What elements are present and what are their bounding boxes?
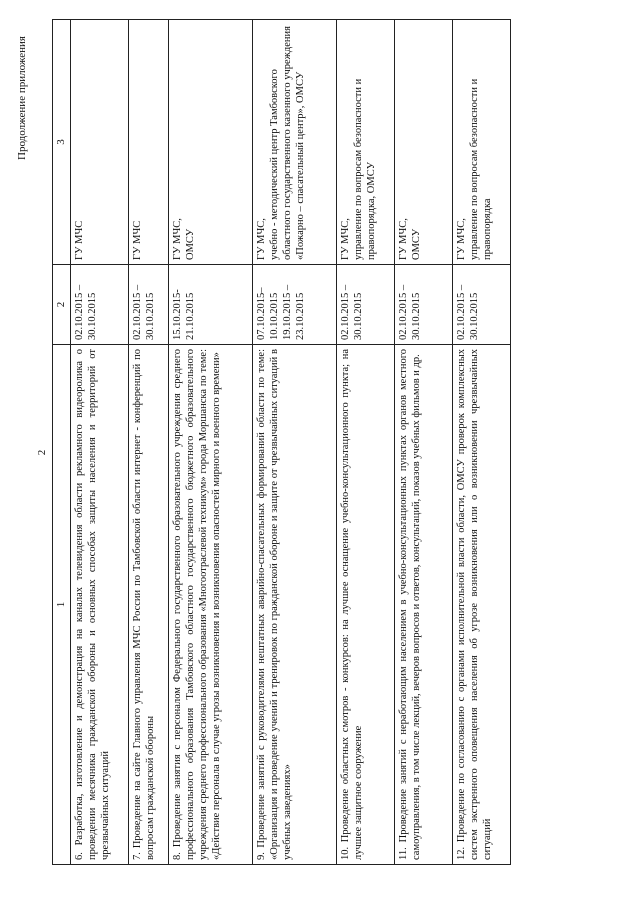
table-row bbox=[253, 20, 337, 865]
date-line: 30.10.2015 bbox=[145, 292, 156, 340]
responsible-cell bbox=[337, 20, 395, 265]
column-header-event: 1 bbox=[53, 345, 71, 865]
responsible-line: ОМСУ bbox=[411, 228, 422, 260]
date-line: 30.10.2015 bbox=[411, 292, 422, 340]
table-body bbox=[71, 20, 511, 865]
responsible-line: ГУ МЧС bbox=[132, 220, 143, 260]
date-line: 15.10.2015- bbox=[172, 289, 183, 340]
responsible-line: управление по вопросам безопасности и правопорядка, ОМСУ bbox=[353, 78, 377, 260]
dates-cell bbox=[129, 265, 169, 345]
date-line: 02.10.2015 – bbox=[456, 284, 467, 340]
event-description-cell: 10. Проведение областных смотров - конкурсов: на лучшее оснащение учебно-консультационного пункта; на лучшее защитное сооружение bbox=[337, 345, 395, 865]
date-line: 30.10.2015 bbox=[87, 292, 98, 340]
responsible-cell bbox=[129, 20, 169, 265]
responsible-line: ОМСУ bbox=[185, 228, 196, 260]
dates-cell bbox=[169, 265, 253, 345]
event-description-cell: 7. Проведение на сайте Главного управления МЧС России по Тамбовской области интернет - конференций по вопросам гражданской обороны bbox=[129, 345, 169, 865]
appendix-continuation-note: Продолжение приложения bbox=[16, 36, 28, 160]
responsible-cell bbox=[253, 20, 337, 265]
table-row bbox=[395, 20, 453, 865]
event-description-cell: 11. Проведение занятий с неработающим населением в учебно-консультационных пунктах органов местного самоуправления, в том числе лекций, вечеров вопросов и ответов, консультаций, показов учебных фильмов и др. bbox=[395, 345, 453, 865]
table-row bbox=[129, 20, 169, 865]
event-description-cell: 9. Проведение занятий с руководителями нештатных аварийно-спасательных формирований области по теме: «Организация и проведение учений и тренировок по гражданской обороне и защите от чрезвычайных ситуаций в учебных заведениях» bbox=[253, 345, 337, 865]
dates-cell bbox=[71, 265, 129, 345]
date-line: 02.10.2015 – bbox=[398, 284, 409, 340]
responsible-cell bbox=[453, 20, 511, 265]
date-line: 30.10.2015 bbox=[469, 292, 480, 340]
date-line: 07.10.2015– bbox=[256, 287, 267, 340]
column-header-responsible: 3 bbox=[53, 20, 71, 265]
dates-cell bbox=[253, 265, 337, 345]
responsible-line: ГУ МЧС, bbox=[172, 218, 183, 260]
date-line: 30.10.2015 bbox=[353, 292, 364, 340]
responsible-line: ГУ МЧС bbox=[74, 220, 85, 260]
responsible-cell bbox=[71, 20, 129, 265]
dates-cell bbox=[395, 265, 453, 345]
responsible-line: ГУ МЧС, bbox=[340, 218, 351, 260]
date-line: 10.10.2015 bbox=[269, 292, 280, 340]
responsible-cell bbox=[395, 20, 453, 265]
table-header-row bbox=[53, 20, 71, 865]
event-description-cell: 12. Проведение по согласованию с органами исполнительной власти области, ОМСУ проверок комплексных систем экстренного оповещения населения об угрозе возникновения или о возникновении чрезвычайных ситуаций bbox=[453, 345, 511, 865]
table-row bbox=[71, 20, 129, 865]
event-description-cell: 8. Проведение занятия с персоналом Федерального государственного образовательного учреждения среднего профессионального образования Тамбовского областного государственного бюджетного образовательного учреждения среднего профессионального образования «Многоотраслевой техникум» города Моршанска по теме: «Действие персонала в случае угрозы возникновения и возникновения опасностей мирного и военного времени» bbox=[169, 345, 253, 865]
responsible-line: учебно - методический центр Тамбовского областного государственного казенного учреждения «Пожарно – спасательный центр», ОМСУ bbox=[269, 26, 306, 260]
dates-cell bbox=[453, 265, 511, 345]
date-line: 02.10.2015 – bbox=[132, 284, 143, 340]
table-row bbox=[169, 20, 253, 865]
responsible-line: ГУ МЧС, bbox=[456, 218, 467, 260]
responsible-cell bbox=[169, 20, 253, 265]
responsible-line: ГУ МЧС, bbox=[256, 218, 267, 260]
events-table bbox=[52, 19, 511, 865]
responsible-line: ГУ МЧС, bbox=[398, 218, 409, 260]
event-description-cell: 6. Разработка, изготовление и демонстрация на каналах телевидения области рекламного видеоролика о проведении месячника гражданской обороны и основных способах защиты населения и территорий от чрезвычайных ситуаций bbox=[71, 345, 129, 865]
dates-cell bbox=[337, 265, 395, 345]
column-header-dates: 2 bbox=[53, 265, 71, 345]
page-number: 2 bbox=[36, 449, 48, 456]
date-line: 21.10.2015 bbox=[185, 292, 196, 340]
date-line: 02.10.2015 – bbox=[340, 284, 351, 340]
date-line: 23.10.2015 bbox=[295, 292, 306, 340]
date-line: 19.10.2015 – bbox=[282, 284, 293, 340]
responsible-line: управление по вопросам безопасности и правопорядка bbox=[469, 78, 493, 260]
date-line: 02.10.2015 – bbox=[74, 284, 85, 340]
table-row bbox=[453, 20, 511, 865]
table-row bbox=[337, 20, 395, 865]
